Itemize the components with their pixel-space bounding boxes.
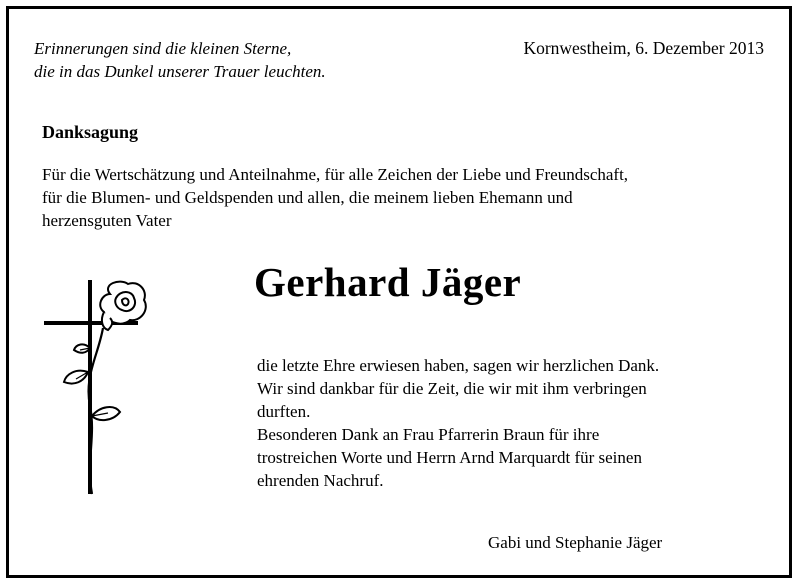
cross-with-rose-icon <box>40 276 152 498</box>
thanks-line-6: ehrenden Nachruf. <box>257 471 384 490</box>
notice-heading: Danksagung <box>42 122 139 142</box>
place-and-date: Kornwestheim, 6. Dezember 2013 <box>523 38 764 58</box>
intro-text <box>42 163 762 232</box>
thanks-line-3: durften. <box>257 402 311 421</box>
intro-line-1: Für die Wertschätzung und Anteilnahme, für alle Zeichen der Liebe und Freundschaft, <box>42 165 629 184</box>
intro-line-2: für die Blumen- und Geldspenden und allen, die meinem lieben Ehemann und <box>42 188 573 207</box>
motto-line-1: Erinnerungen sind die kleinen Sterne, <box>34 39 292 58</box>
deceased-name: Gerhard Jäger <box>254 259 522 305</box>
thanks-line-4: Besonderen Dank an Frau Pfarrerin Braun für ihre <box>257 425 600 444</box>
signature: Gabi und Stephanie Jäger <box>488 533 663 552</box>
thanks-line-5: trostreichen Worte und Herrn Arnd Marquardt für seinen <box>257 448 642 467</box>
thanks-line-2: Wir sind dankbar für die Zeit, die wir mit ihm verbringen <box>257 379 647 398</box>
motto-quote <box>34 37 326 83</box>
intro-line-3: herzensguten Vater <box>42 211 172 230</box>
thanks-line-1: die letzte Ehre erwiesen haben, sagen wir herzlichen Dank. <box>257 356 660 375</box>
thanks-text <box>257 354 757 492</box>
motto-line-2: die in das Dunkel unserer Trauer leuchten. <box>34 62 326 81</box>
